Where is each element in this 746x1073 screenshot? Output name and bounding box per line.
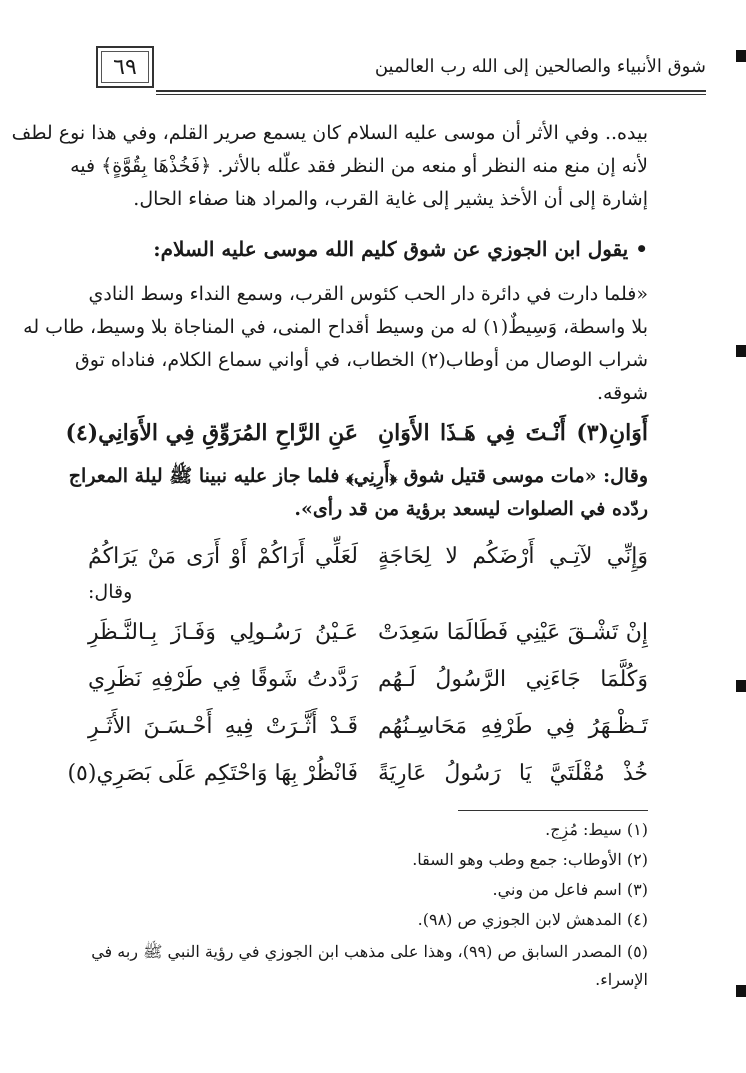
paragraph-1-line-3: إشارة إلى أن الأخذ يشير إلى غاية القرب، والمراد هنا صفاء الحال.	[133, 188, 648, 210]
verse-5	[88, 714, 648, 754]
paragraph-3-line-1: وقال: «مات موسى قتيل شوق ﴿أَرِنِي﴾ فلما جاز عليه نبينا ﷺ ليلة المعراج	[68, 465, 648, 487]
scan-edge-mark	[736, 680, 746, 692]
paragraph-1-line-2: لأنه إن منع منه النظر أو منعه من النظر فقد علّله بالأثر. ﴿فَخُذْهَا بِقُوَّةٍ﴾ فيه	[70, 155, 648, 177]
header-rule	[156, 90, 706, 92]
verse-5-first-hemistich: تَـظْـهَرُ فِي طَرْفِهِ مَحَاسِـنُهُم	[378, 714, 648, 739]
page-header	[96, 42, 706, 98]
verse-1	[65, 420, 648, 460]
verse-3-second-hemistich: عَـيْنُ رَسُـولِي وَفَـازَ بِـالنَّـظَرِ	[88, 620, 358, 645]
scan-edge-mark	[736, 985, 746, 997]
footnote-3: (٣) اسم فاعل من وني.	[492, 880, 648, 899]
paragraph-3-line-2: ردّده في الصلوات ليسعد برؤية من قد رأى».	[294, 498, 648, 520]
running-title: شوق الأنبياء والصالحين إلى الله رب العالمين	[374, 56, 706, 77]
verse-5-second-hemistich: قَـدْ أَثَّـرَتْ فِيهِ أَحْـسَـنَ الأَثَـرِ	[88, 714, 358, 739]
paragraph-1-line-1: بيده.. وفي الأثر أن موسى عليه السلام كان يسمع صرير القلم، وفي هذا نوع لطف	[11, 122, 648, 144]
verse-4	[88, 667, 648, 707]
scan-edge-mark	[736, 345, 746, 357]
footnote-1: (١) سيط: مُزِج.	[545, 820, 648, 839]
footnote-2: (٢) الأوطاب: جمع وطب وهو السقا.	[412, 850, 648, 869]
verse-2	[88, 544, 648, 584]
verse-1-first-hemistich: أَوَانِ(٣) أَنْـتَ فِي هَـذَا الأَوَانِ	[378, 420, 648, 446]
footnote-separator	[458, 810, 648, 811]
paragraph-2-line-4: شوقه.	[596, 382, 648, 404]
paragraph-2-line-1: «فلما دارت في دائرة دار الحب كئوس القرب، وسمع النداء وسط النادي	[88, 283, 648, 305]
verse-6-first-hemistich: خُذْ مُقْلَتَيَّ يَا رَسُولُ عَارِيَةً	[378, 761, 648, 786]
verse-6-second-hemistich: فَانْظُرْ بِهَا وَاحْتَكِم عَلَى بَصَرِي(٥)	[67, 761, 358, 786]
verse-3	[88, 620, 648, 660]
verse-1-second-hemistich: عَنِ الرَّاحِ المُرَوِّقِ فِي الأَوَانِي(٤)	[65, 420, 358, 446]
footnote-5-line-2: الإسراء.	[595, 970, 648, 989]
paragraph-2-line-3: شراب الوصال من أوطاب(٢) الخطاب، في أواني سماع الكلام، فناداه توق	[75, 349, 648, 371]
section-heading: • يقول ابن الجوزي عن شوق كليم الله موسى عليه السلام:	[153, 237, 648, 261]
qaal-label	[88, 581, 608, 603]
paragraph-2-line-2: بلا واسطة، وَسِيطٌ(١) له من وسيط أقداح المنى، في المناجاة بلا وسيط، طاب له	[23, 316, 648, 338]
scan-edge-mark	[736, 50, 746, 62]
verse-2-second-hemistich: لَعَلِّي أَرَاكُمْ أَوْ أَرَى مَنْ يَرَاكُمُ	[88, 544, 358, 569]
verse-4-first-hemistich: وَكُلَّمَا جَاءَنِي الرَّسُولُ لَـهُم	[378, 667, 648, 692]
footnote-5-line-1: (٥) المصدر السابق ص (٩٩)، وهذا على مذهب ابن الجوزي في رؤية النبي ﷺ ربه في	[91, 942, 648, 961]
verse-4-second-hemistich: رَدَّدتُ شَوقًا فِي طَرْفِهِ نَظَرِي	[88, 667, 358, 692]
verse-3-first-hemistich: إِنْ تَشْـقَ عَيْنِي فَطَالَمَا سَعِدَتْ	[378, 620, 648, 645]
footnote-4: (٤) المدهش لابن الجوزي ص (٩٨).	[417, 910, 648, 929]
verse-2-first-hemistich: وَإِنِّي لآتِـي أَرْضَكُم لا لِحَاجَةٍ	[378, 544, 648, 569]
verse-6	[67, 761, 648, 801]
header-rule-thin	[156, 94, 706, 95]
page-number-frame	[96, 46, 154, 88]
qaal-text: وقال:	[88, 581, 133, 603]
page-number: ٦٩	[113, 54, 137, 80]
